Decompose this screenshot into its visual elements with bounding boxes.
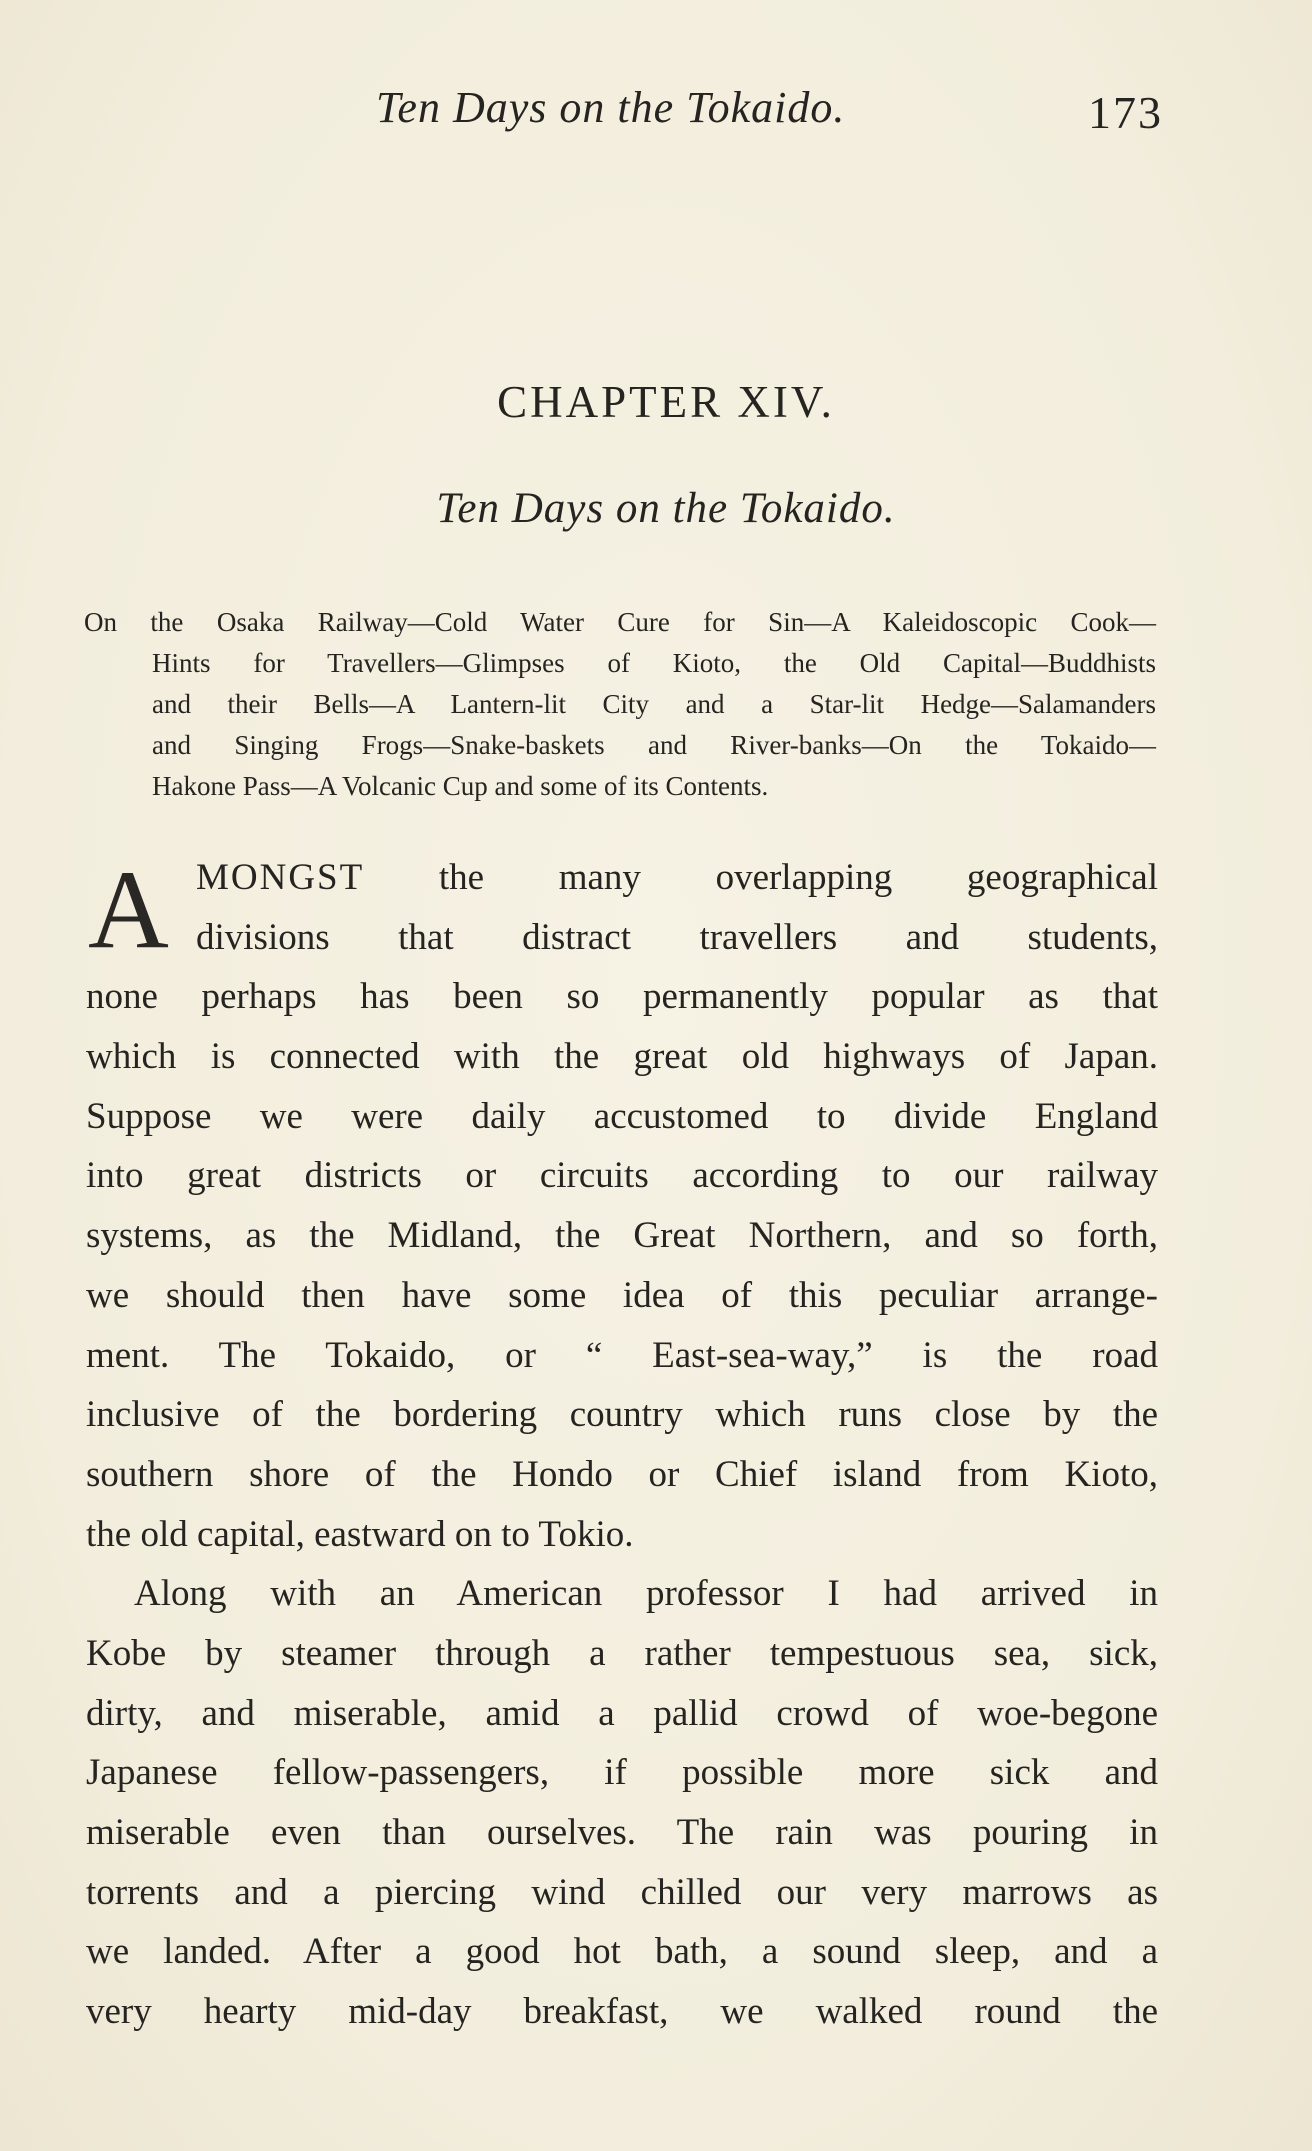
body-line: into great districts or circuits according to our railway — [86, 1155, 1158, 1197]
body-line: systems, as the Midland, the Great Northern, and so forth, — [86, 1215, 1158, 1257]
chapter-title: Ten Days on the Tokaido. — [436, 485, 896, 532]
body-line: inclusive of the bordering country which runs close by the — [86, 1394, 1158, 1436]
running-head — [0, 82, 1312, 142]
body-line: which is connected with the great old highways of Japan. — [86, 1036, 1158, 1078]
body-line: none perhaps has been so permanently popular as that — [86, 976, 1158, 1018]
body-line: the old capital, eastward on to Tokio. — [86, 1513, 634, 1555]
body-line: Kobe by steamer through a rather tempestuous sea, sick, — [86, 1632, 1158, 1674]
synopsis-line: On the Osaka Railway—Cold Water Cure for Sin—A Kaleidoscopic Cook— — [84, 607, 1156, 637]
body-line: divisions that distract travellers and students, — [196, 916, 1158, 958]
body-line: we should then have some idea of this peculiar arrange- — [86, 1274, 1158, 1316]
synopsis-line: and Singing Frogs—Snake-baskets and River-banks—On the Tokaido— — [152, 730, 1156, 760]
body-line: dirty, and miserable, amid a pallid crowd of woe-begone — [86, 1692, 1158, 1734]
body-text — [86, 848, 1158, 2042]
running-title: Ten Days on the Tokaido. — [376, 83, 846, 132]
body-line-first — [196, 848, 1158, 908]
body-line: very hearty mid-day breakfast, we walked round the — [86, 1991, 1158, 2033]
chapter-synopsis — [84, 602, 1156, 807]
synopsis-line: Hints for Travellers—Glimpses of Kioto, the Old Capital—Buddhists — [152, 648, 1156, 678]
opening-line-rest: the many overlapping geographical — [364, 857, 1158, 898]
opening-word: MONGST — [196, 857, 365, 898]
body-line: Suppose we were daily accustomed to divide England — [86, 1095, 1158, 1137]
body-line: miserable even than ourselves. The rain was pouring in — [86, 1812, 1158, 1853]
body-line: Along with an American professor I had arrived in — [134, 1573, 1158, 1615]
synopsis-line: and their Bells—A Lantern-lit City and a Star-lit Hedge—Salamanders — [152, 689, 1156, 719]
body-line: we landed. After a good hot bath, a sound sleep, and a — [86, 1931, 1158, 1973]
body-line: southern shore of the Hondo or Chief island from Kioto, — [86, 1453, 1158, 1495]
body-line: Japanese fellow-passengers, if possible more sick and — [86, 1752, 1158, 1794]
page-number: 173 — [1088, 87, 1163, 138]
chapter-heading: CHAPTER XIV. — [497, 377, 835, 427]
drop-cap: A — [88, 848, 169, 972]
body-line: torrents and a piercing wind chilled our very marrows as — [86, 1871, 1158, 1913]
synopsis-line: Hakone Pass—A Volcanic Cup and some of its Contents. — [152, 771, 769, 801]
body-line: ment. The Tokaido, or “ East-sea-way,” is the road — [86, 1334, 1158, 1376]
